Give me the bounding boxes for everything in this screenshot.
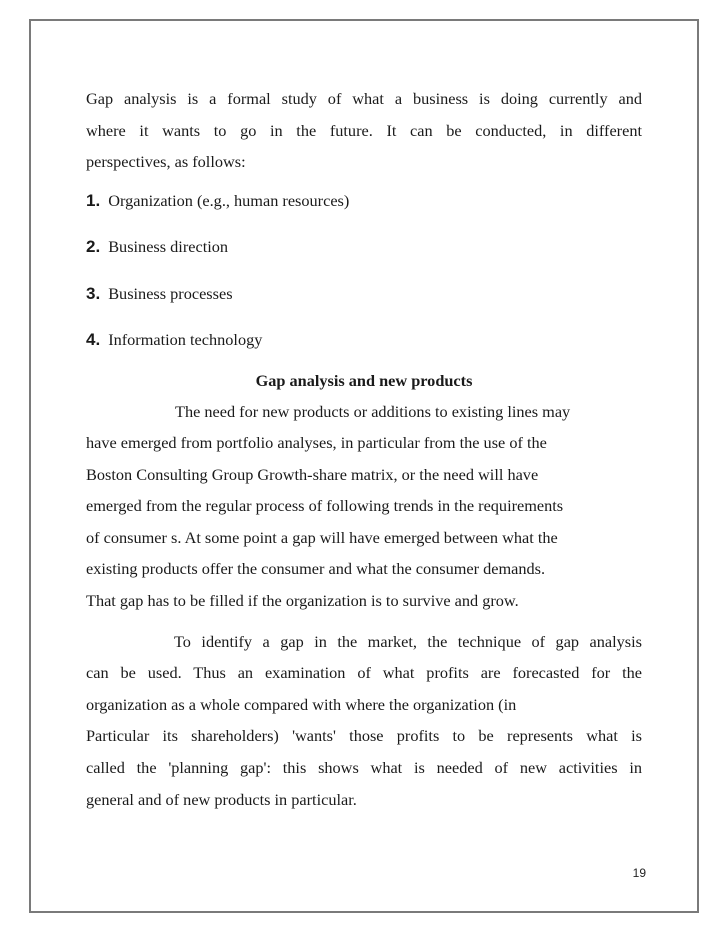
page-number: 19 (632, 866, 646, 880)
document-body (86, 83, 642, 815)
intro-paragraph (86, 83, 642, 178)
text-line: general and of new products in particular. (86, 789, 357, 809)
text-line: emerged from the regular process of following trends in the requirements (86, 496, 564, 516)
text-line: of consumer s. At some point a gap will have emerged between what the (86, 527, 558, 547)
text-line: organization as a whole compared with where the organization (in (86, 694, 517, 714)
list-item-text: Business processes (108, 283, 233, 303)
paragraph-planning-gap (86, 626, 642, 816)
text-line: where it wants to go in the future. It can be conducted, in different (86, 120, 642, 140)
list-item (86, 271, 642, 318)
text-line: can be used. Thus an examination of what profits are forecasted for the (86, 663, 642, 683)
text-line: have emerged from portfolio analyses, in particular from the use of the (86, 433, 547, 453)
text-line: That gap has to be filled if the organization is to survive and grow. (86, 591, 519, 611)
list-number: 4. (86, 330, 101, 349)
text-line: perspectives, as follows: (86, 152, 246, 171)
list-number: 2. (86, 237, 101, 256)
perspectives-list (86, 178, 642, 364)
list-item-text: Information technology (108, 330, 263, 349)
text-line: existing products offer the consumer and what the consumer demands. (86, 559, 546, 579)
text-line: Gap analysis is a formal study of what a business is doing currently and (86, 89, 642, 108)
section-heading: Gap analysis and new products (255, 370, 473, 390)
list-number: 1. (86, 190, 101, 210)
text-line: called the 'planning gap': this shows what is needed of new activities in (86, 758, 642, 778)
text-line: To identify a gap in the market, the technique of gap analysis (174, 631, 642, 651)
list-number: 3. (86, 283, 101, 303)
text-line: Particular its shareholders) 'wants' those profits to be represents what is (86, 726, 642, 746)
list-item (86, 178, 642, 225)
list-item (86, 224, 642, 271)
list-item-text: Business direction (108, 237, 229, 256)
paragraph-new-products (86, 396, 642, 617)
list-item-text: Organization (e.g., human resources) (108, 190, 350, 210)
list-item (86, 317, 642, 364)
text-line: Boston Consulting Group Growth-share matrix, or the need will have (86, 464, 539, 484)
text-line: The need for new products or additions to existing lines may (175, 401, 571, 421)
